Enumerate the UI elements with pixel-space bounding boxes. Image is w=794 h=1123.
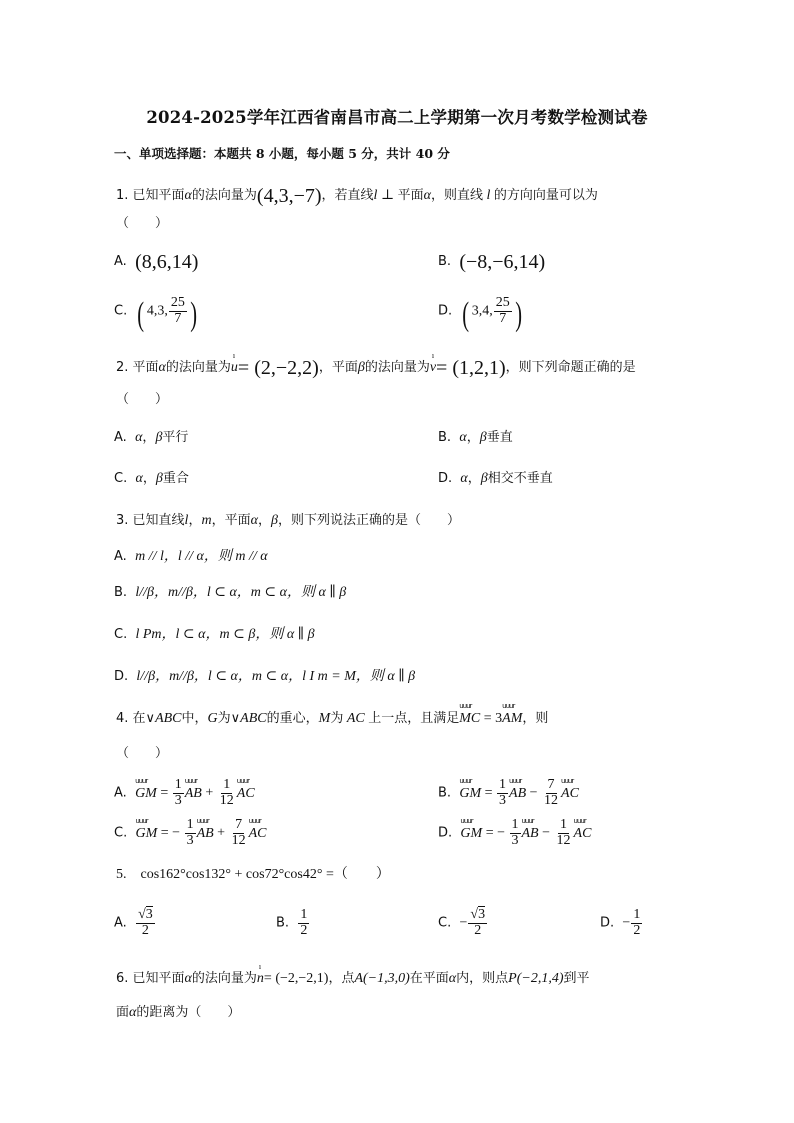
q4-option-a[interactable]: A. uuur GM = $\frac{1}{3}$ uuur AB + $\frac{1}{12}$ uuur AC <box>114 776 255 808</box>
exam-title: 2024-2025学年江西省南昌市高二上学期第一次月考数学检测试卷 <box>146 108 648 127</box>
q2-option-b[interactable]: B. α，β垂直 <box>438 430 513 445</box>
q6-stem-line2: 面α的距离为（ ） <box>116 1005 241 1020</box>
q6-stem: 6. 已知平面α的法向量为 ı n= (−2,−2,1)，点A(−1,3,0)在平面α内，则点P(−2,1,4)到平 <box>116 962 590 986</box>
q4-option-d[interactable]: D. uuur GM = − $\frac{1}{3}$ uuur AB − $\frac{1}{12}$ uuur AC <box>438 816 592 848</box>
q1-option-b[interactable]: B. (−8,−6,14) <box>438 251 546 273</box>
q3-stem: 3. 已知直线l，m，平面α，β，则下列说法正确的是（ ） <box>116 513 460 528</box>
q3-option-b[interactable]: B. l//β，m//β，l ⊂ α，m ⊂ α，则 α ∥ β <box>114 585 347 600</box>
q2-option-a[interactable]: A. α，β平行 <box>114 430 189 445</box>
q1-paren: （ ） <box>116 216 169 231</box>
q5-option-c[interactable]: C. − $\frac{√3}{2}$ <box>438 907 486 938</box>
q5-stem: 5. cos162°cos132° + cos72°cos42° =（ ） <box>116 867 390 882</box>
q2-option-d[interactable]: D. α，β相交不垂直 <box>438 471 553 486</box>
q1-option-a[interactable]: A. (8,6,14) <box>114 251 199 273</box>
q2-paren: （ ） <box>116 392 169 407</box>
q4-stem: 4. 在∨ABC中，G为∨ABC的重心，M为 AC 上一点，且满足 uuur MC = 3 uuur AM，则 <box>116 702 549 726</box>
q4-option-c[interactable]: C. uuur GM = − $\frac{1}{3}$ uuur AB + $\frac{7}{12}$ uuur AC <box>114 816 267 848</box>
q2-option-c[interactable]: C. α，β重合 <box>114 471 189 486</box>
q5-option-a[interactable]: A. $\frac{√3}{2}$ <box>114 907 153 938</box>
q3-option-c[interactable]: C. l Pm，l ⊂ α，m ⊂ β，则 α ∥ β <box>114 627 315 642</box>
q4-option-b[interactable]: B. uuur GM = $\frac{1}{3}$ uuur AB − $\frac{7}{12}$ uuur AC <box>438 776 579 808</box>
q1-option-d[interactable]: D. ( 3,4, $\frac{25}{7}$ ) <box>438 295 522 333</box>
q1-stem: 1. 已知平面α的法向量为(4,3,−7)，若直线l ⊥ 平面α，则直线 l 的方向向量可以为 <box>116 185 598 207</box>
q2-stem: 2. 平面α的法向量为 ı u= (2,−2,2)，平面β的法向量为 ı v= (1,2,1)，则下列命题正确的是 <box>116 351 636 379</box>
q3-option-d[interactable]: D. l//β，m//β，l ⊂ α，m ⊂ α，l I m = M，则 α ∥ β <box>114 669 416 684</box>
q1-option-c[interactable]: C. ( 4,3, $\frac{25}{7}$ ) <box>114 295 197 333</box>
q3-option-a[interactable]: A. m // l，l // α，则 m // α <box>114 549 268 564</box>
section-heading: 一、单项选择题：本题共 8 小题，每小题 5 分，共计 40 分 <box>114 146 450 161</box>
q5-option-d[interactable]: D. − $\frac{1}{2}$ <box>600 907 641 938</box>
q4-paren: （ ） <box>116 746 169 761</box>
q5-option-b[interactable]: B. $\frac{1}{2}$ <box>276 907 308 938</box>
